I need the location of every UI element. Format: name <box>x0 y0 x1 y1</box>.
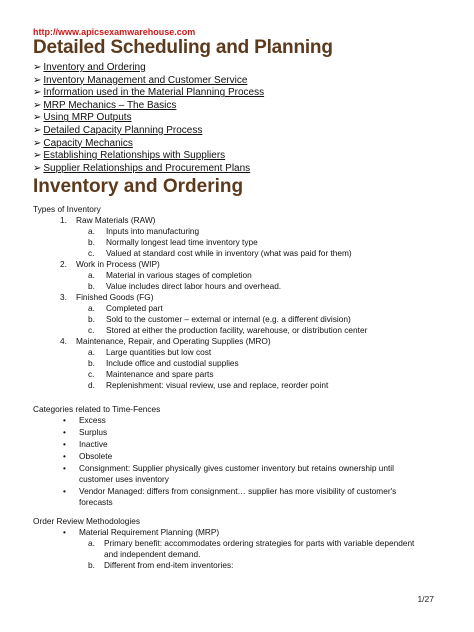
toc-item-label: Inventory Management and Customer Service <box>43 74 248 86</box>
categories-heading: Categories related to Time-Fences <box>33 404 161 414</box>
list-letter: b. <box>88 314 95 324</box>
toc-item-label: Information used in the Material Planning Process <box>43 87 265 99</box>
toc-item[interactable] <box>33 62 264 75</box>
category-item: Consignment: Supplier physically gives customer inventory but retains ownership until <box>79 463 394 473</box>
bullet-icon: • <box>63 439 66 449</box>
list-item-text: Stored at either the production facility, warehouse, or distribution center <box>106 325 368 335</box>
list-item-text: Normally longest lead time inventory type <box>106 237 258 247</box>
bullet-icon: • <box>63 415 66 425</box>
list-item-text: Maintenance and spare parts <box>106 369 214 379</box>
inventory-type-label: Finished Goods (FG) <box>76 292 154 302</box>
method-item: Material Requirement Planning (MRP) <box>79 527 220 537</box>
arrow-bullet-icon: ➢ <box>33 87 42 99</box>
list-item-text: Large quantities but low cost <box>106 347 212 357</box>
toc-item-label: Detailed Capacity Planning Process <box>43 124 203 136</box>
arrow-bullet-icon: ➢ <box>33 112 42 124</box>
toc-item[interactable] <box>33 125 264 138</box>
list-letter: b. <box>88 281 95 291</box>
list-item-text: Replenishment: visual review, use and replace, reorder point <box>106 380 329 390</box>
category-item-continued: customer uses inventory <box>79 474 169 484</box>
list-letter: b. <box>88 358 95 368</box>
types-heading: Types of Inventory <box>33 204 101 214</box>
list-item-text: Material in various stages of completion <box>106 270 252 280</box>
toc-item[interactable] <box>33 112 264 125</box>
list-item-text: Primary benefit: accommodates ordering strategies for parts with variable dependent <box>104 538 415 548</box>
section-title: Inventory and Ordering <box>33 176 244 197</box>
methods-heading: Order Review Methodologies <box>33 516 140 526</box>
arrow-bullet-icon: ➢ <box>33 150 42 162</box>
toc-item-label: Using MRP Outputs <box>43 112 132 124</box>
list-letter: a. <box>88 303 95 313</box>
inventory-type-label: Maintenance, Repair, and Operating Supplies (MRO) <box>76 336 271 346</box>
list-number: 4. <box>60 336 67 346</box>
list-item-text: Inputs into manufacturing <box>106 226 200 236</box>
inventory-type-label: Work in Process (WIP) <box>76 259 160 269</box>
toc-item[interactable] <box>33 138 264 151</box>
toc-item-label: Establishing Relationships with Suppliers <box>43 150 226 162</box>
list-letter: a. <box>88 226 95 236</box>
arrow-bullet-icon: ➢ <box>33 99 42 111</box>
list-item-text: Sold to the customer – external or internal (e.g. a different division) <box>106 314 351 324</box>
list-letter: b. <box>88 237 95 247</box>
document-title: Detailed Scheduling and Planning <box>33 37 333 58</box>
toc-item-label: MRP Mechanics – The Basics <box>43 99 177 111</box>
category-item: Inactive <box>79 439 108 449</box>
arrow-bullet-icon: ➢ <box>33 137 42 149</box>
list-letter: c. <box>88 248 95 258</box>
list-item-text: Valued at standard cost while in inventory (what was paid for them) <box>106 248 352 258</box>
page-number: 1/27 <box>417 594 434 604</box>
table-of-contents <box>33 62 264 175</box>
bullet-icon: • <box>63 463 66 473</box>
list-letter: b. <box>88 560 95 570</box>
bullet-icon: • <box>63 427 66 437</box>
list-number: 1. <box>60 215 67 225</box>
toc-item[interactable] <box>33 87 264 100</box>
list-letter: a. <box>88 347 95 357</box>
toc-item[interactable] <box>33 75 264 88</box>
list-letter: c. <box>88 325 95 335</box>
inventory-type-label: Raw Materials (RAW) <box>76 215 156 225</box>
list-item-text: Include office and custodial supplies <box>106 358 239 368</box>
bullet-icon: • <box>63 486 66 496</box>
list-letter: a. <box>88 538 95 548</box>
list-item-continued: and independent demand. <box>104 549 201 559</box>
list-item-text: Value includes direct labor hours and overhead. <box>106 281 282 291</box>
list-letter: c. <box>88 369 95 379</box>
list-item-text: Completed part <box>106 303 163 313</box>
bullet-icon: • <box>63 451 66 461</box>
arrow-bullet-icon: ➢ <box>33 162 42 174</box>
toc-item[interactable] <box>33 163 264 176</box>
category-item: Obsolete <box>79 451 113 461</box>
list-item-text: Different from end-item inventories: <box>104 560 234 570</box>
toc-item-label: Inventory and Ordering <box>43 62 146 73</box>
category-item: Vendor Managed: differs from consignment… supplier has more visibility of customer's <box>79 486 397 496</box>
category-item: Surplus <box>79 427 108 437</box>
list-number: 3. <box>60 292 67 302</box>
arrow-bullet-icon: ➢ <box>33 74 42 86</box>
toc-item[interactable] <box>33 150 264 163</box>
bullet-icon: • <box>63 527 66 537</box>
toc-item[interactable] <box>33 100 264 113</box>
toc-item-label: Capacity Mechanics <box>43 137 133 149</box>
arrow-bullet-icon: ➢ <box>33 62 42 73</box>
category-item-continued: forecasts <box>79 497 113 507</box>
category-item: Excess <box>79 415 106 425</box>
website-url[interactable]: http://www.apicsexamwarehouse.com <box>33 27 196 37</box>
list-letter: a. <box>88 270 95 280</box>
toc-item-label: Supplier Relationships and Procurement Plans <box>43 162 251 174</box>
arrow-bullet-icon: ➢ <box>33 124 42 136</box>
list-number: 2. <box>60 259 67 269</box>
list-letter: d. <box>88 380 95 390</box>
